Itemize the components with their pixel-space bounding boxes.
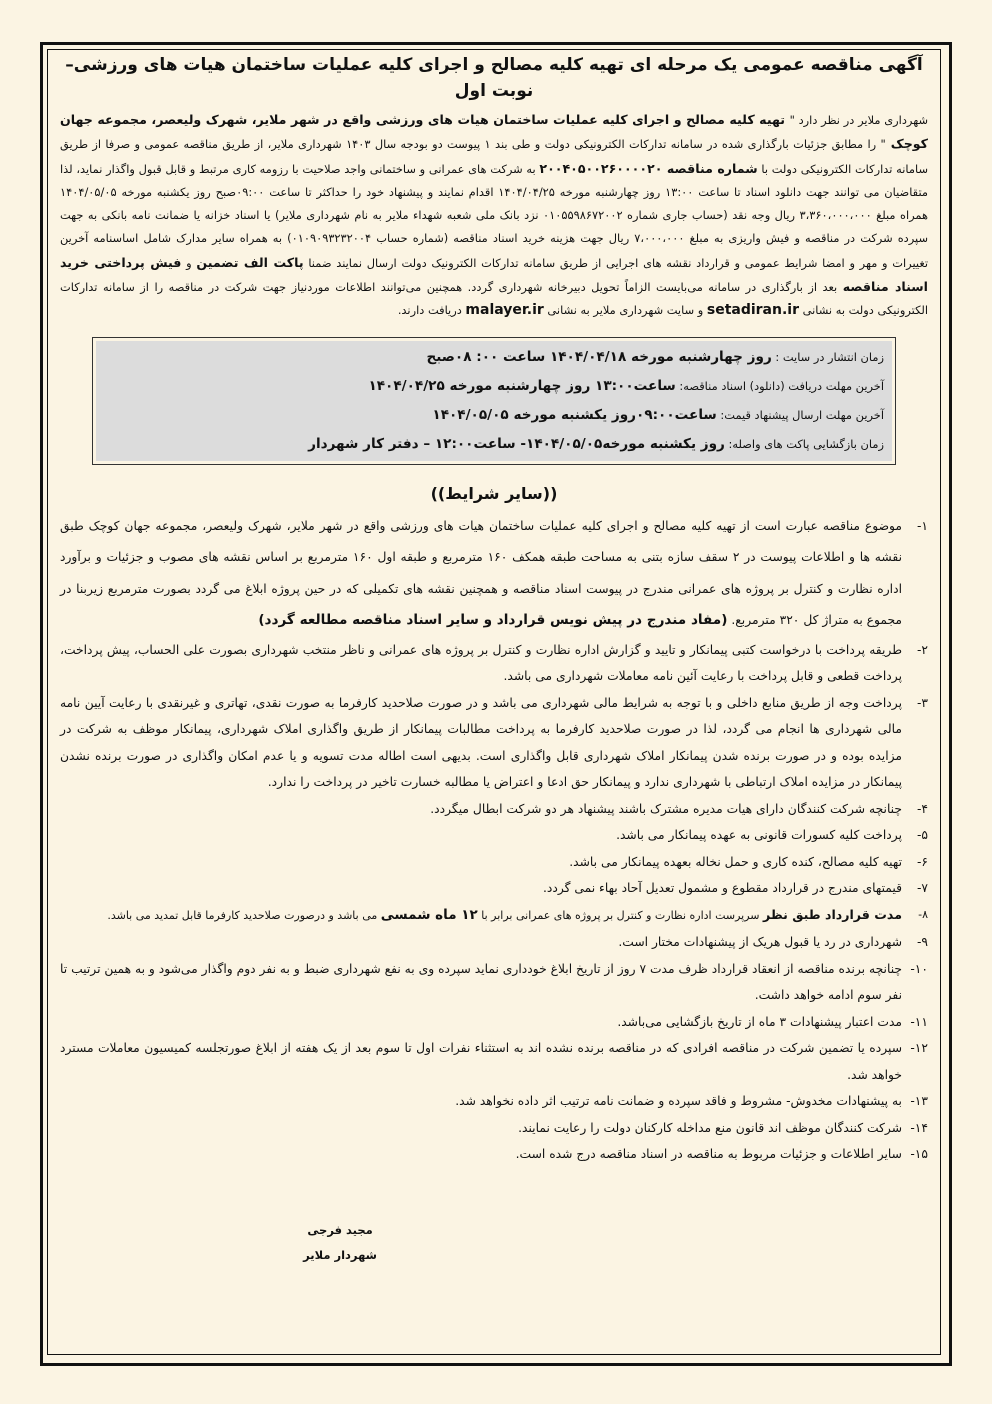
schedule-label: آخرین مهلت دریافت (دانلود) اسناد مناقصه: (675, 378, 884, 393)
item-text: چنانچه شرکت کنندگان دارای هیات مدیره مشترک باشند پیشنهاد هر دو شرکت ابطال میگردد. (430, 801, 902, 816)
payment-receipt: فیش پرداختی خرید اسناد مناقصه (60, 254, 928, 295)
schedule-label: آخرین مهلت ارسال پیشنهاد قیمت: (716, 407, 884, 422)
item-text: پرداخت وجه از طریق منابع داخلی و با توجه به شرایط مالی شهرداری می باشد و در صورت صلاحدید کارفرما به صورت نقدی، تهاتری و غیرنقدی با رعایت آیین نامه مالی شهرداری ها انجام می گردد، لذا در صورت صلاحدید کارفرما به پرداخت مطالبات پیمانکار از طریق واگذاری املاک شهرداری، پیمانکار موظف به شرکت در مزایده بوده و در صورت برنده شدن پیمانکار املاک شهرداری قابل واگذاری است. بدیهی است اطاله مدت تسویه و یا عدم امکان واگذاری در صورت برنده نشدن پیمانکار در مزایده املاک ارتباطی با شهرداری ندارد و پیمانکار حق ادعا و اعتراض یا مطالبه خسارت تاخیر در پرداخت را ندارد. (60, 695, 902, 790)
intro-text-1: شهرداری ملایر در نظر دارد " (789, 113, 928, 127)
notice-content (60, 52, 928, 1342)
schedule-value: روز چهارشنبه مورخه ۱۴۰۴/۰۴/۱۸ ساعت ۰۰: ۰۸صبح (426, 348, 772, 365)
item-number: ۱۳- (910, 1094, 928, 1109)
item-text: سرپرست اداره نظارت و کنترل بر پروژه های عمرانی برابر با (477, 908, 764, 922)
intro-text-6: و سایت شهرداری ملایر به نشانی (543, 303, 707, 318)
schedule-value: روز یکشنبه مورخه۱۴۰۴/۰۵/۰۵- ساعت۱۲:۰۰ – دفتر کار شهردار (308, 435, 725, 452)
intro-text-3: به شرکت های عمرانی و ساختمانی واجد صلاحیت با رزومه کاری مرتبط و قابل قبول واگذار نماید، لذا متقاضیان می توانند جهت دانلود اسناد تا ساعت ۱۳:۰۰ روز چهارشنبه مورخه ۱۴۰۴/۰۴/۲۵ اقدام نمایند و پیشنهاد خود را حداکثر تا ساعت ۰۹:۰۰صبح روز یکشنبه مورخه ۱۴۰۴/۰۵/۰۵ همراه مبلغ ۳،۳۶۰،۰۰۰،۰۰۰ ریال وجه نقد (حساب جاری شماره ۰۱۰۵۵۹۸۶۷۲۰۰۲ نزد بانک ملی شعبه شهداء ملایر به نام شهرداری ملایر) یا اسناد خزانه یا ضمانت نامه بانکی به جهت سپرده شرکت در مناقصه و فیش واریزی به مبلغ ۷،۰۰۰،۰۰۰ ریال جهت هزینه خرید اسناد مناقصه (شماره حساب ۰۱۰۹۰۹۳۲۳۲۰۰۴) به همراه سایر مدارک شامل اساسنامه آخرین تغییرات و مهر و امضا شرایط عمومی و قرارداد نقشه های اجرایی از طریق سامانه تدارکات الکترونیک دولت ارسال نمایند ضمنا (60, 161, 929, 270)
schedule-label: زمان بازگشایی پاکت های واصله: (724, 436, 884, 451)
condition-item (60, 1009, 928, 1036)
item-bold-text: ۱۲ ماه شمسی (380, 906, 478, 923)
tender-number: شماره مناقصه ۲۰۰۴۰۵۰۰۲۶۰۰۰۰۲۰ (539, 160, 758, 176)
item-number: ۵- (916, 828, 928, 843)
condition-item (60, 1035, 928, 1088)
envelope-a: پاکت الف تضمین (196, 254, 304, 270)
condition-item (60, 796, 928, 823)
condition-item (60, 637, 928, 690)
condition-item (60, 902, 928, 930)
intro-text-5: بعد از بارگذاری در سامانه می‌بایست الزاماً تحویل دبیرخانه شهرداری گردد. همچنین می‌توانند اطلاعات موردنیاز جهت شرکت در مناقصه را از سامانه تدارکات الکترونیکی دولت به نشانی (60, 280, 928, 318)
item-number: ۱- (916, 518, 928, 533)
schedule-row-opening (104, 430, 884, 459)
notice-title: آگهی مناقصه عمومی یک مرحله ای تهیه کلیه مصالح و اجرای کلیه عملیات ساختمان هیات های ورزشی– نوبت اول (65, 55, 923, 101)
item-text: به پیشنهادات مخدوش- مشروط و فاقد سپرده و ضمانت نامه ترتیب اثر داده نخواهد شد. (455, 1094, 902, 1109)
condition-item (60, 690, 928, 796)
intro-subject: تهیه کلیه مصالح و اجرای کلیه عملیات ساختمان هیات های ورزشی واقع در شهر ملایر، شهرک ولیعصر، مجموعه جهان کوچک (60, 112, 928, 152)
condition-item (60, 929, 928, 956)
schedule-row-submit (104, 401, 884, 430)
item-number: ۶- (916, 854, 928, 869)
item-text: قیمتهای مندرج در قرارداد مقطوع و مشمول تعدیل آحاد بهاء نمی گردد. (542, 881, 902, 896)
setadiran-link[interactable]: setadiran.ir (706, 302, 799, 319)
conditions-heading: ((سایر شرایط)) (430, 483, 558, 503)
item-number: ۱۱- (910, 1014, 928, 1029)
item-number: ۸- (918, 907, 928, 921)
item-text: چنانچه برنده مناقصه از انعقاد قرارداد ظرف مدت ۷ روز از تاریخ ابلاغ خودداری نماید سپرده وی به نفع شهرداری ضبط و به نفر دوم واگذار می‌شود و به همین ترتیب تا نفر سوم ادامه خواهد داشت. (60, 961, 903, 1003)
item-text: شهرداری در رد یا قبول هریک از پیشنهادات مختار است. (618, 935, 902, 950)
item-number: ۱۴- (910, 1120, 928, 1135)
condition-item (60, 511, 928, 637)
schedule-box (92, 337, 896, 465)
condition-item (60, 875, 928, 902)
item-text: شرکت کنندگان موظف اند قانون منع مداخله کارکنان دولت را رعایت نمایند. (518, 1120, 902, 1135)
item-text: طریقه پرداخت با درخواست کتبی پیمانکار و تایید و گزارش اداره نظارت و کنترل بر پروژه های عمرانی و ناظر منتخب شهرداری بصورت علی الحساب، پیش پرداخت، پرداخت قطعی و قابل پرداخت با رعایت آئین نامه معاملات شهرداری می باشد. (60, 642, 902, 684)
item-number: ۱۵- (910, 1147, 928, 1162)
intro-text-7: دریافت دارند. (397, 303, 466, 318)
item-number: ۱۲- (910, 1041, 928, 1056)
condition-item (60, 822, 928, 849)
schedule-label: زمان انتشار در سایت : (771, 349, 884, 364)
signatory-name: مجید فرجی (307, 1223, 373, 1237)
schedule-value: ساعت۱۳:۰۰ روز چهارشنبه مورخه ۱۴۰۴/۰۴/۲۵ (368, 377, 676, 394)
schedule-inner (96, 341, 892, 461)
signatory-role: شهردار ملایر (303, 1248, 377, 1262)
item-number: ۹- (916, 935, 928, 950)
condition-item (60, 849, 928, 876)
item-number: ۲- (916, 642, 928, 657)
conditions-list (60, 511, 928, 1168)
intro-text-4: و (181, 255, 197, 270)
item-number: ۳- (916, 695, 928, 710)
item-text: سپرده یا تضمین شرکت در مناقصه افرادی که در مناقصه برنده نشده اند به استثناء نفرات اول تا سوم بعد از یک هفته از ابلاغ صورتجلسه کمیسیون معاملات مسترد خواهد شد. (60, 1041, 902, 1082)
item-number: ۷- (916, 881, 928, 896)
item-text: موضوع مناقصه عبارت است از تهیه کلیه مصالح و اجرای کلیه عملیات ساختمان هیات های ورزشی واقع در شهر ملایر، شهرک ولیعصر، مجموعه جهان کوچک طبق نقشه ها و اطلاعات پیوست در ۲ سقف سازه بتنی به مساحت طبقه همکف ۱۶۰ مترمربع و طبقه اول ۱۶۰ مترمربع بر اساس نقشه های مصوب و جزئیات و برآورد اداره نظارت و کنترل بر پروژه های عمرانی مندرج در پیوست اسناد مناقصه و همچنین نقشه های تکمیلی که در حین پروژه ابلاغ می گردد بصورت مترمربع زیربنا در مجموع به متراژ کل ۳۲۰ مترمربع. (60, 518, 902, 628)
item-text: پرداخت کلیه کسورات قانونی به عهده پیمانکار می باشد. (616, 828, 902, 843)
schedule-row-publish (104, 343, 884, 372)
signature-block (303, 1218, 377, 1268)
item-number: ۱۰- (910, 961, 928, 976)
schedule-row-download (104, 372, 884, 401)
item-text: تهیه کلیه مصالح، کنده کاری و حمل نخاله بعهده پیمانکار می باشد. (569, 854, 902, 869)
item-bold-text: (مفاد مندرج در پیش نویس قرارداد و سایر اسناد مناقصه مطالعه گردد) (258, 612, 728, 629)
intro-paragraph (60, 108, 928, 323)
schedule-value: ساعت۰۹:۰۰روز یکشنبه مورخه ۱۴۰۴/۰۵/۰۵ (432, 406, 717, 423)
item-text: مدت اعتبار پیشنهادات ۳ ماه از تاریخ بازگشایی می‌باشد. (617, 1014, 902, 1029)
item-bold-text: مدت قرارداد طبق نظر (763, 906, 902, 922)
condition-item (60, 956, 928, 1009)
intro-text-2: " را مطابق جزئیات بارگذاری شده در سامانه تدارکات الکترونیکی دولت و طی بند ۱ پیوست دو بودجه سال ۱۴۰۳ شهرداری ملایر، از طریق مناقصه عمومی و صرفا از طریق سامانه تدارکات الکترونیکی دولت با (60, 137, 928, 176)
condition-item (60, 1141, 928, 1168)
malayer-link[interactable]: malayer.ir (465, 302, 544, 319)
condition-item (60, 1088, 928, 1115)
item-number: ۴- (916, 801, 928, 816)
condition-item (60, 1115, 928, 1142)
item-text: سایر اطلاعات و جزئیات مربوط به مناقصه در اسناد مناقصه درج شده است. (515, 1147, 902, 1162)
item-text: می باشد و درصورت صلاحدید کارفرما قابل تمدید می باشد. (107, 908, 381, 922)
